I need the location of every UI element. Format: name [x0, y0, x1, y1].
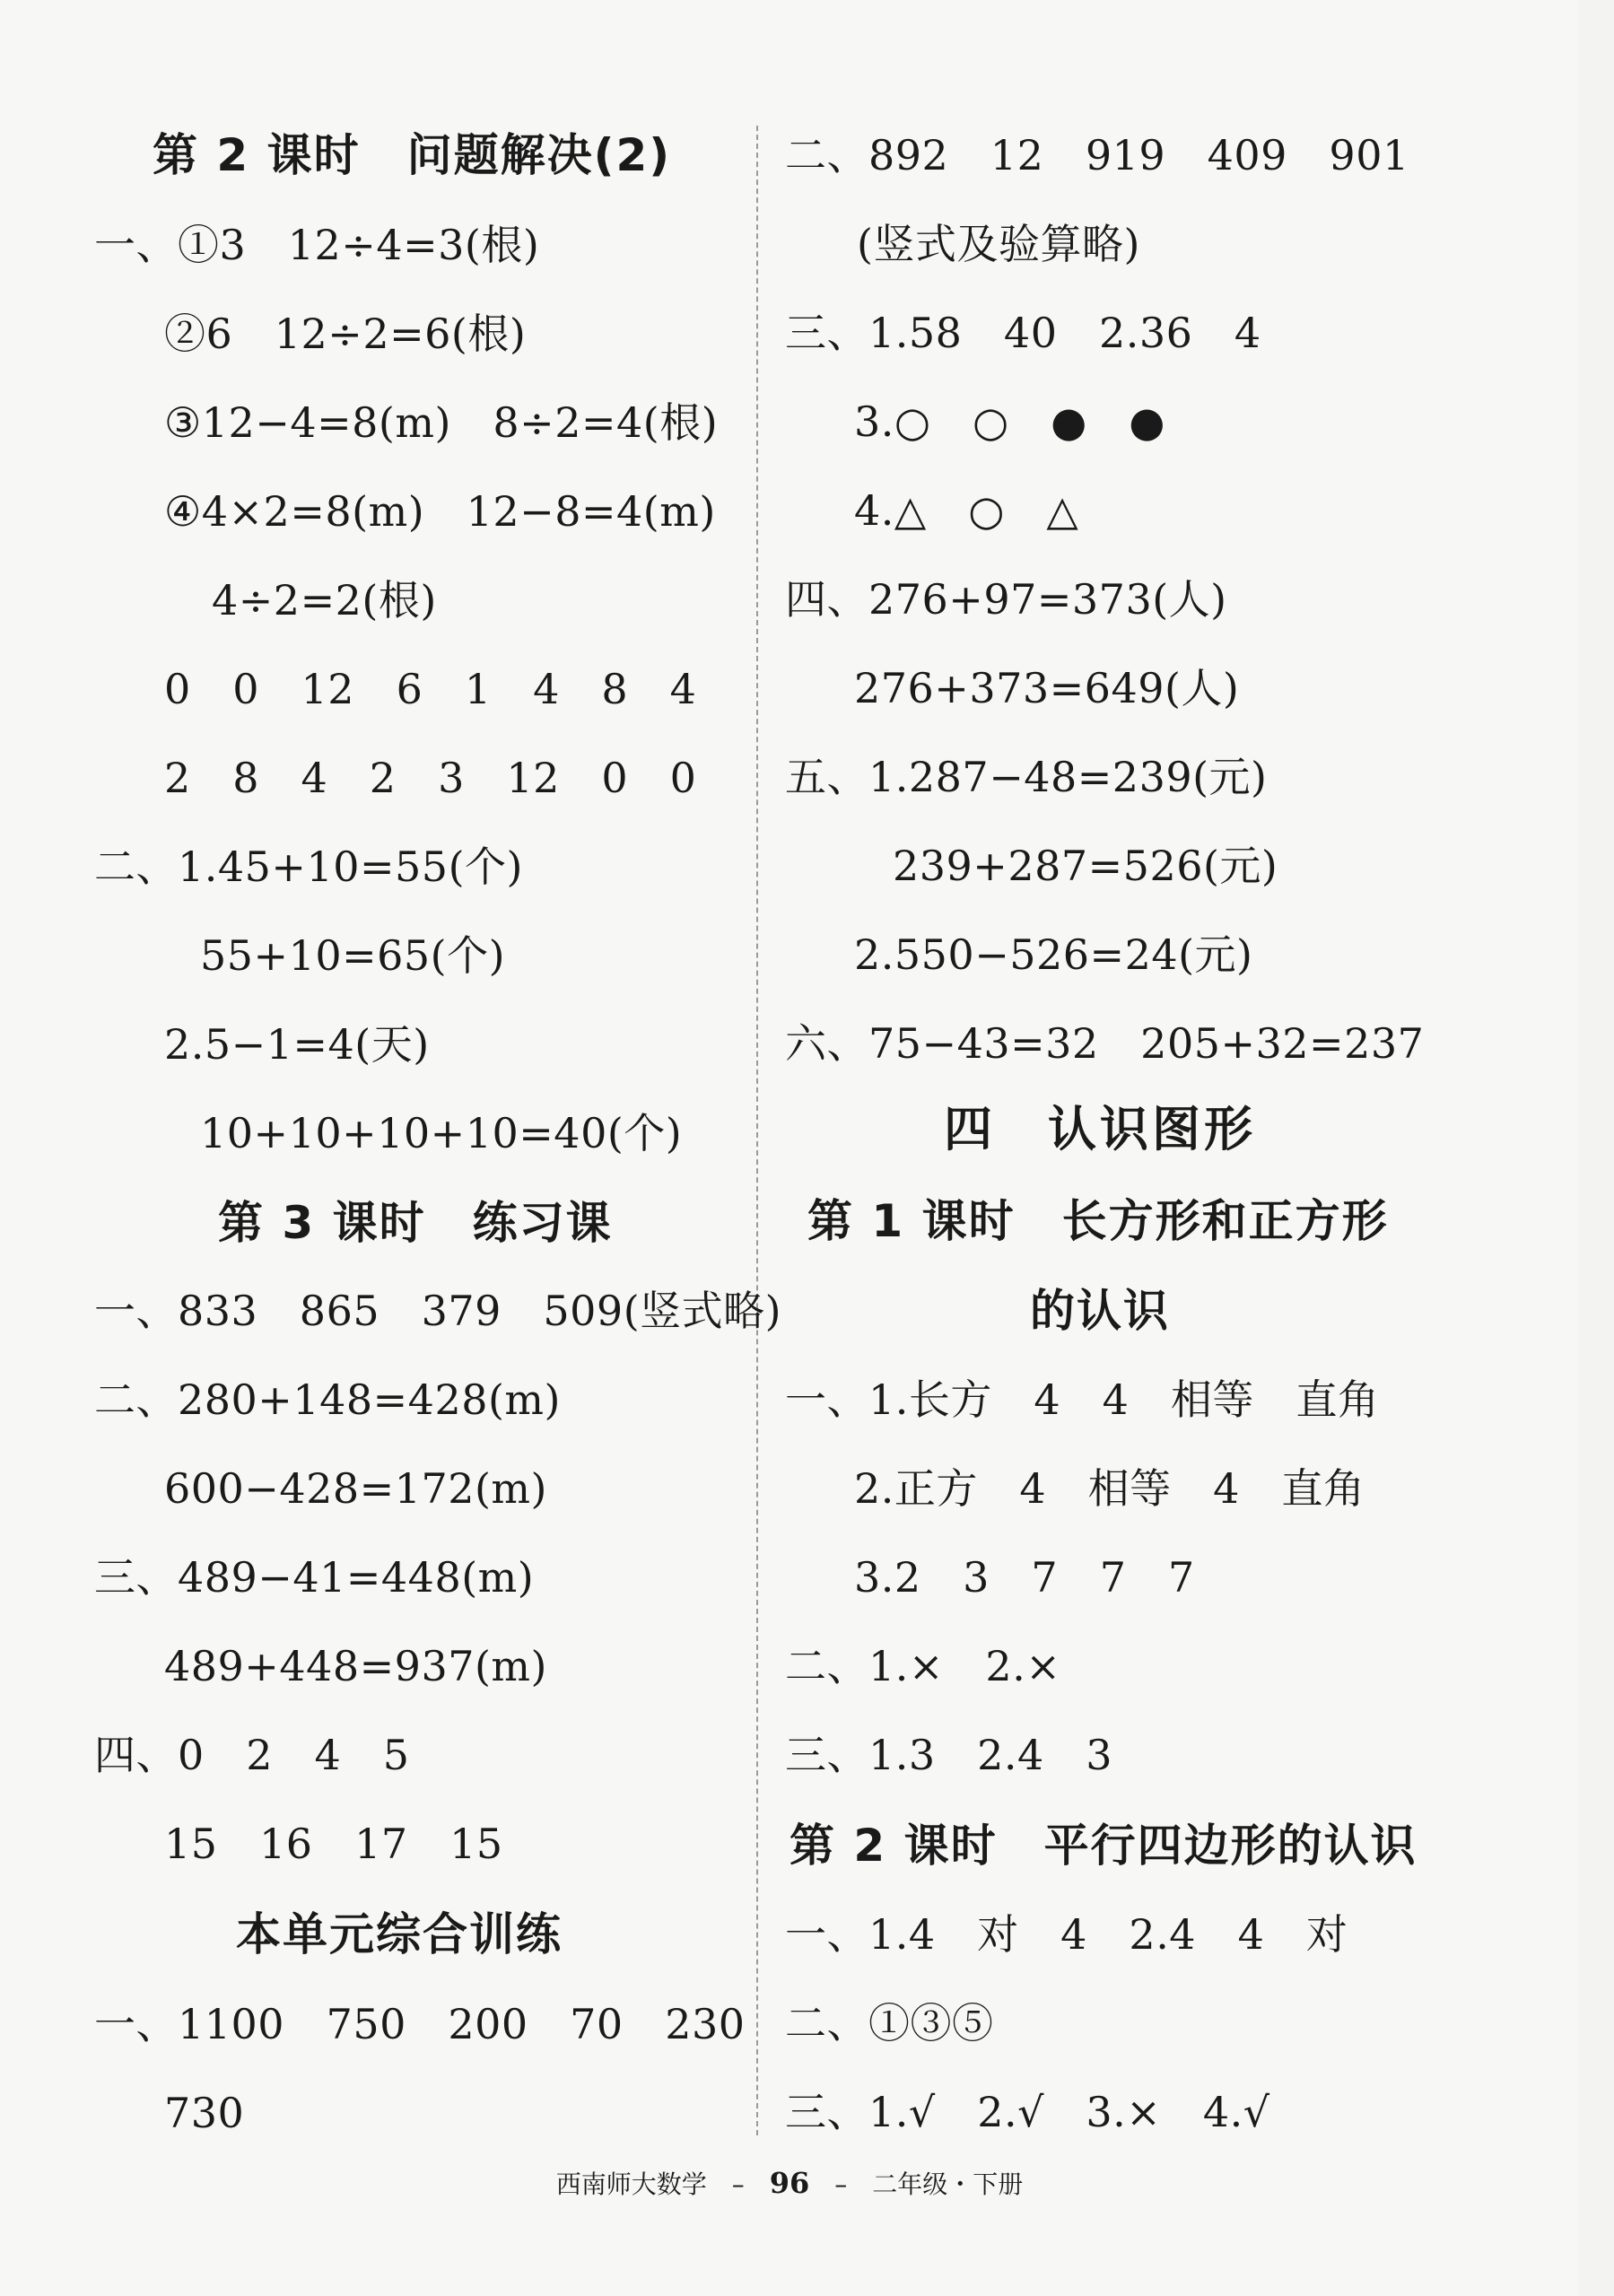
answer-line: 10+10+10+10=40(个): [200, 1109, 683, 1157]
answer-line: 一、1100 750 200 70 230: [94, 2000, 746, 2048]
answer-line: ②6 12÷2=6(根): [164, 310, 527, 358]
section-heading-lesson-1: 第 1 课时 长方形和正方形: [807, 1195, 1389, 1247]
section-heading-unit-review: 本单元综合训练: [236, 1908, 563, 1960]
answer-line: 15 16 17 15: [164, 1820, 503, 1868]
answer-line: 276+373=649(人): [854, 664, 1240, 712]
answer-line: 二、①③⑤: [785, 1999, 994, 2047]
answer-line: 三、1.3 2.4 3: [785, 1731, 1113, 1779]
answer-line: 三、489−41=448(m): [94, 1553, 535, 1602]
answer-line: 2.550−526=24(元): [854, 930, 1253, 979]
answer-line: 3.2 3 7 7 7: [854, 1553, 1195, 1602]
answer-line: 55+10=65(个): [200, 931, 506, 980]
answer-line: 一、833 865 379 509(竖式略): [94, 1287, 782, 1335]
answer-line: 0 0 12 6 1 4 8 4: [164, 665, 697, 713]
answer-line: 3.○ ○ ● ●: [854, 397, 1165, 446]
answer-line: 六、75−43=32 205+32=237: [785, 1019, 1425, 1068]
answer-line: 四、0 2 4 5: [94, 1731, 410, 1779]
answer-line: 2.5−1=4(天): [164, 1020, 430, 1069]
footer-book-title: 西南师大数学: [555, 2169, 707, 2199]
answer-line: 三、1.√ 2.√ 3.× 4.√: [785, 2088, 1270, 2136]
answer-line: 三、1.58 40 2.36 4: [785, 309, 1261, 357]
page-footer: 西南师大数学 – 96 – 二年级・下册: [555, 2166, 1024, 2200]
section-heading-lesson-2-shapes: 第 2 课时 平行四边形的认识: [790, 1820, 1418, 1872]
answer-line: ③12−4=8(m) 8÷2=4(根): [164, 398, 719, 447]
answer-line: 2 8 4 2 3 12 0 0: [164, 754, 697, 802]
answer-line: 4÷2=2(根): [212, 576, 437, 624]
answer-line: 730: [164, 2089, 245, 2137]
answer-line: 四、276+97=373(人): [785, 575, 1227, 624]
answer-line: (竖式及验算略): [857, 220, 1140, 268]
answer-line: 489+448=937(m): [164, 1642, 547, 1690]
answer-line: 五、1.287−48=239(元): [785, 753, 1268, 801]
answer-line: 一、①3 12÷4=3(根): [94, 221, 540, 269]
answer-line: 239+287=526(元): [893, 842, 1278, 890]
answer-line: ④4×2=8(m) 12−8=4(m): [164, 487, 716, 536]
column-divider: [756, 126, 758, 2135]
answer-line: 二、1.× 2.×: [785, 1642, 1061, 1690]
answer-line: 2.正方 4 相等 4 直角: [854, 1464, 1365, 1513]
answer-line: 600−428=172(m): [164, 1464, 547, 1513]
section-heading-lesson-3: 第 3 课时 练习课: [218, 1197, 613, 1249]
answer-line: 二、892 12 919 409 901: [785, 131, 1409, 179]
section-heading-lesson-2: 第 2 课时 问题解决(2): [153, 129, 672, 181]
page-number: 96: [769, 2166, 810, 2200]
answer-line: 二、280+148=428(m): [94, 1375, 561, 1424]
unit-title: 四 认识图形: [944, 1101, 1256, 1157]
answer-line: 一、1.长方 4 4 相等 直角: [785, 1375, 1380, 1424]
footer-grade: 二年级・下册: [872, 2169, 1024, 2199]
answer-line: 二、1.45+10=55(个): [94, 842, 523, 891]
answer-line: 4.△ ○ △: [854, 486, 1079, 535]
section-heading-lesson-1-cont: 的认识: [1030, 1285, 1170, 1337]
answer-line: 一、1.4 对 4 2.4 4 对: [785, 1910, 1348, 1959]
